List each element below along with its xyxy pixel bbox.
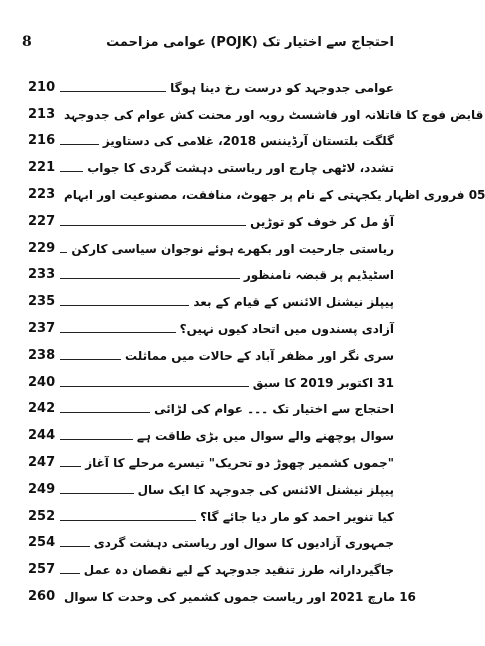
toc-entry-title: پیپلز نیشنل الائنس کے قیام کے بعد: [193, 295, 394, 310]
toc-entry: [28, 125, 394, 152]
toc-entry-page: 240: [28, 374, 56, 390]
toc-entry: [28, 178, 485, 205]
toc-entry-title: کیا تنویر احمد کو مار دیا جائے گا؟: [200, 509, 394, 524]
toc-entry: [28, 446, 394, 473]
toc-leader-line: [60, 546, 90, 547]
toc-entry-title: عوامی جدوجہد کو درست رخ دینا ہوگا: [170, 80, 394, 95]
toc-entry-page: 235: [28, 294, 56, 310]
toc-entry-page: 210: [28, 79, 56, 95]
toc-entry-page: 249: [28, 481, 56, 497]
toc-leader-line: [60, 466, 81, 467]
toc-leader-line: [60, 412, 150, 413]
toc-entry-page: 227: [28, 213, 56, 229]
toc-entry: [28, 580, 416, 607]
toc-entry-page: 233: [28, 267, 56, 283]
running-title: احتجاج سے اختیار تک (POJK) عوامی مزاحمت: [106, 35, 394, 50]
toc-entry-title: جاگیردارانہ طرز تنقید جدوجہد کے لیے نقصان دہ عمل: [83, 563, 394, 578]
toc-entry-title: احتجاج سے اختیار تک ۔۔۔ عوام کی لڑائی: [154, 402, 394, 417]
toc-entry-page: 221: [28, 160, 56, 176]
toc-entry-title: تشدد، لاٹھی چارج اور ریاستی دہشت گردی کا جواب: [87, 161, 394, 176]
toc-entry: [28, 553, 394, 580]
table-of-contents: [28, 71, 485, 607]
toc-entry: [28, 500, 394, 527]
toc-entry: [28, 259, 394, 286]
toc-entry: [28, 312, 394, 339]
toc-entry-title: گلگت بلتستان آرڈیننس 2018، غلامی کی دستاویز: [102, 134, 394, 149]
toc-entry: [28, 366, 394, 393]
toc-leader-line: [60, 144, 99, 145]
toc-entry-page: 244: [28, 428, 56, 444]
toc-entry: [28, 473, 394, 500]
toc-leader-line: [60, 573, 80, 574]
toc-entry: [28, 339, 394, 366]
toc-entry-title: 31 اکتوبر 2019 کا سبق: [252, 375, 394, 390]
toc-entry-title: آزادی پسندوں میں اتحاد کیوں نہیں؟: [179, 321, 394, 336]
toc-entry-page: 260: [28, 588, 56, 604]
toc-entry-page: 223: [28, 186, 56, 202]
toc-entry: [28, 232, 394, 259]
toc-leader-line: [60, 252, 67, 253]
toc-leader-line: [60, 332, 176, 333]
toc-entry-title: آؤ مل کر خوف کو توڑیں: [250, 214, 394, 229]
toc-leader-line: [60, 91, 166, 92]
toc-entry-page: 238: [28, 347, 56, 363]
toc-entry-page: 252: [28, 508, 56, 524]
toc-entry-page: 254: [28, 535, 56, 551]
toc-entry-page: 247: [28, 454, 56, 470]
toc-entry: [28, 419, 394, 446]
toc-leader-line: [60, 171, 83, 172]
toc-leader-line: [60, 493, 134, 494]
toc-entry-title: "جموں کشمیر چھوڑ دو تحریک" تیسرے مرحلے کا آغاز: [85, 455, 394, 470]
toc-entry: [28, 98, 484, 125]
toc-entry-page: 229: [28, 240, 56, 256]
toc-entry-page: 242: [28, 401, 56, 417]
toc-entry-title: سری نگر اور مظفر آباد کے حالات میں مماثلت: [125, 348, 394, 363]
toc-entry-title: جمہوری آزادیوں کا سوال اور ریاستی دہشت گردی: [93, 536, 394, 551]
toc-entry: [28, 285, 394, 312]
toc-leader-line: [60, 520, 196, 521]
toc-leader-line: [60, 225, 246, 226]
toc-entry-page: 216: [28, 133, 56, 149]
toc-entry: [28, 71, 394, 98]
toc-entry-title: پیپلز نیشنل الائنس کی جدوجہد کا ایک سال: [137, 482, 394, 497]
toc-entry-title: اسٹیڈیم پر قبضہ نامنظور: [243, 268, 394, 283]
toc-leader-line: [60, 439, 133, 440]
toc-entry: [28, 151, 394, 178]
toc-leader-line: [60, 386, 249, 387]
toc-entry-title: 16 مارچ 2021 اور ریاست جموں کشمیر کی وحدت کا سوال: [64, 589, 416, 604]
toc-leader-line: [60, 359, 121, 360]
toc-leader-line: [60, 278, 240, 279]
toc-entry: [28, 393, 394, 420]
toc-entry-title: ریاستی جارحیت اور بکھرے ہوئے نوجوان سیاسی کارکن: [71, 241, 394, 256]
toc-entry-title: قابض فوج کا قاتلانہ اور فاشسٹ رویہ اور محنت کش عوام کی جدوجہد: [64, 107, 484, 122]
toc-entry-page: 213: [28, 106, 56, 122]
toc-entry-title: 05 فروری اظہار یکجہتی کے نام پر جھوٹ، منافقت، مصنوعیت اور ابہام: [64, 187, 485, 202]
toc-leader-line: [60, 305, 189, 306]
page-number: 8: [22, 34, 32, 50]
toc-entry-page: 237: [28, 320, 56, 336]
toc-entry-page: 257: [28, 562, 56, 578]
toc-entry-title: سوال پوچھنے والے سوال میں بڑی طاقت ہے: [136, 429, 394, 444]
toc-entry: [28, 527, 394, 554]
toc-entry: [28, 205, 394, 232]
page-header: [22, 34, 394, 56]
